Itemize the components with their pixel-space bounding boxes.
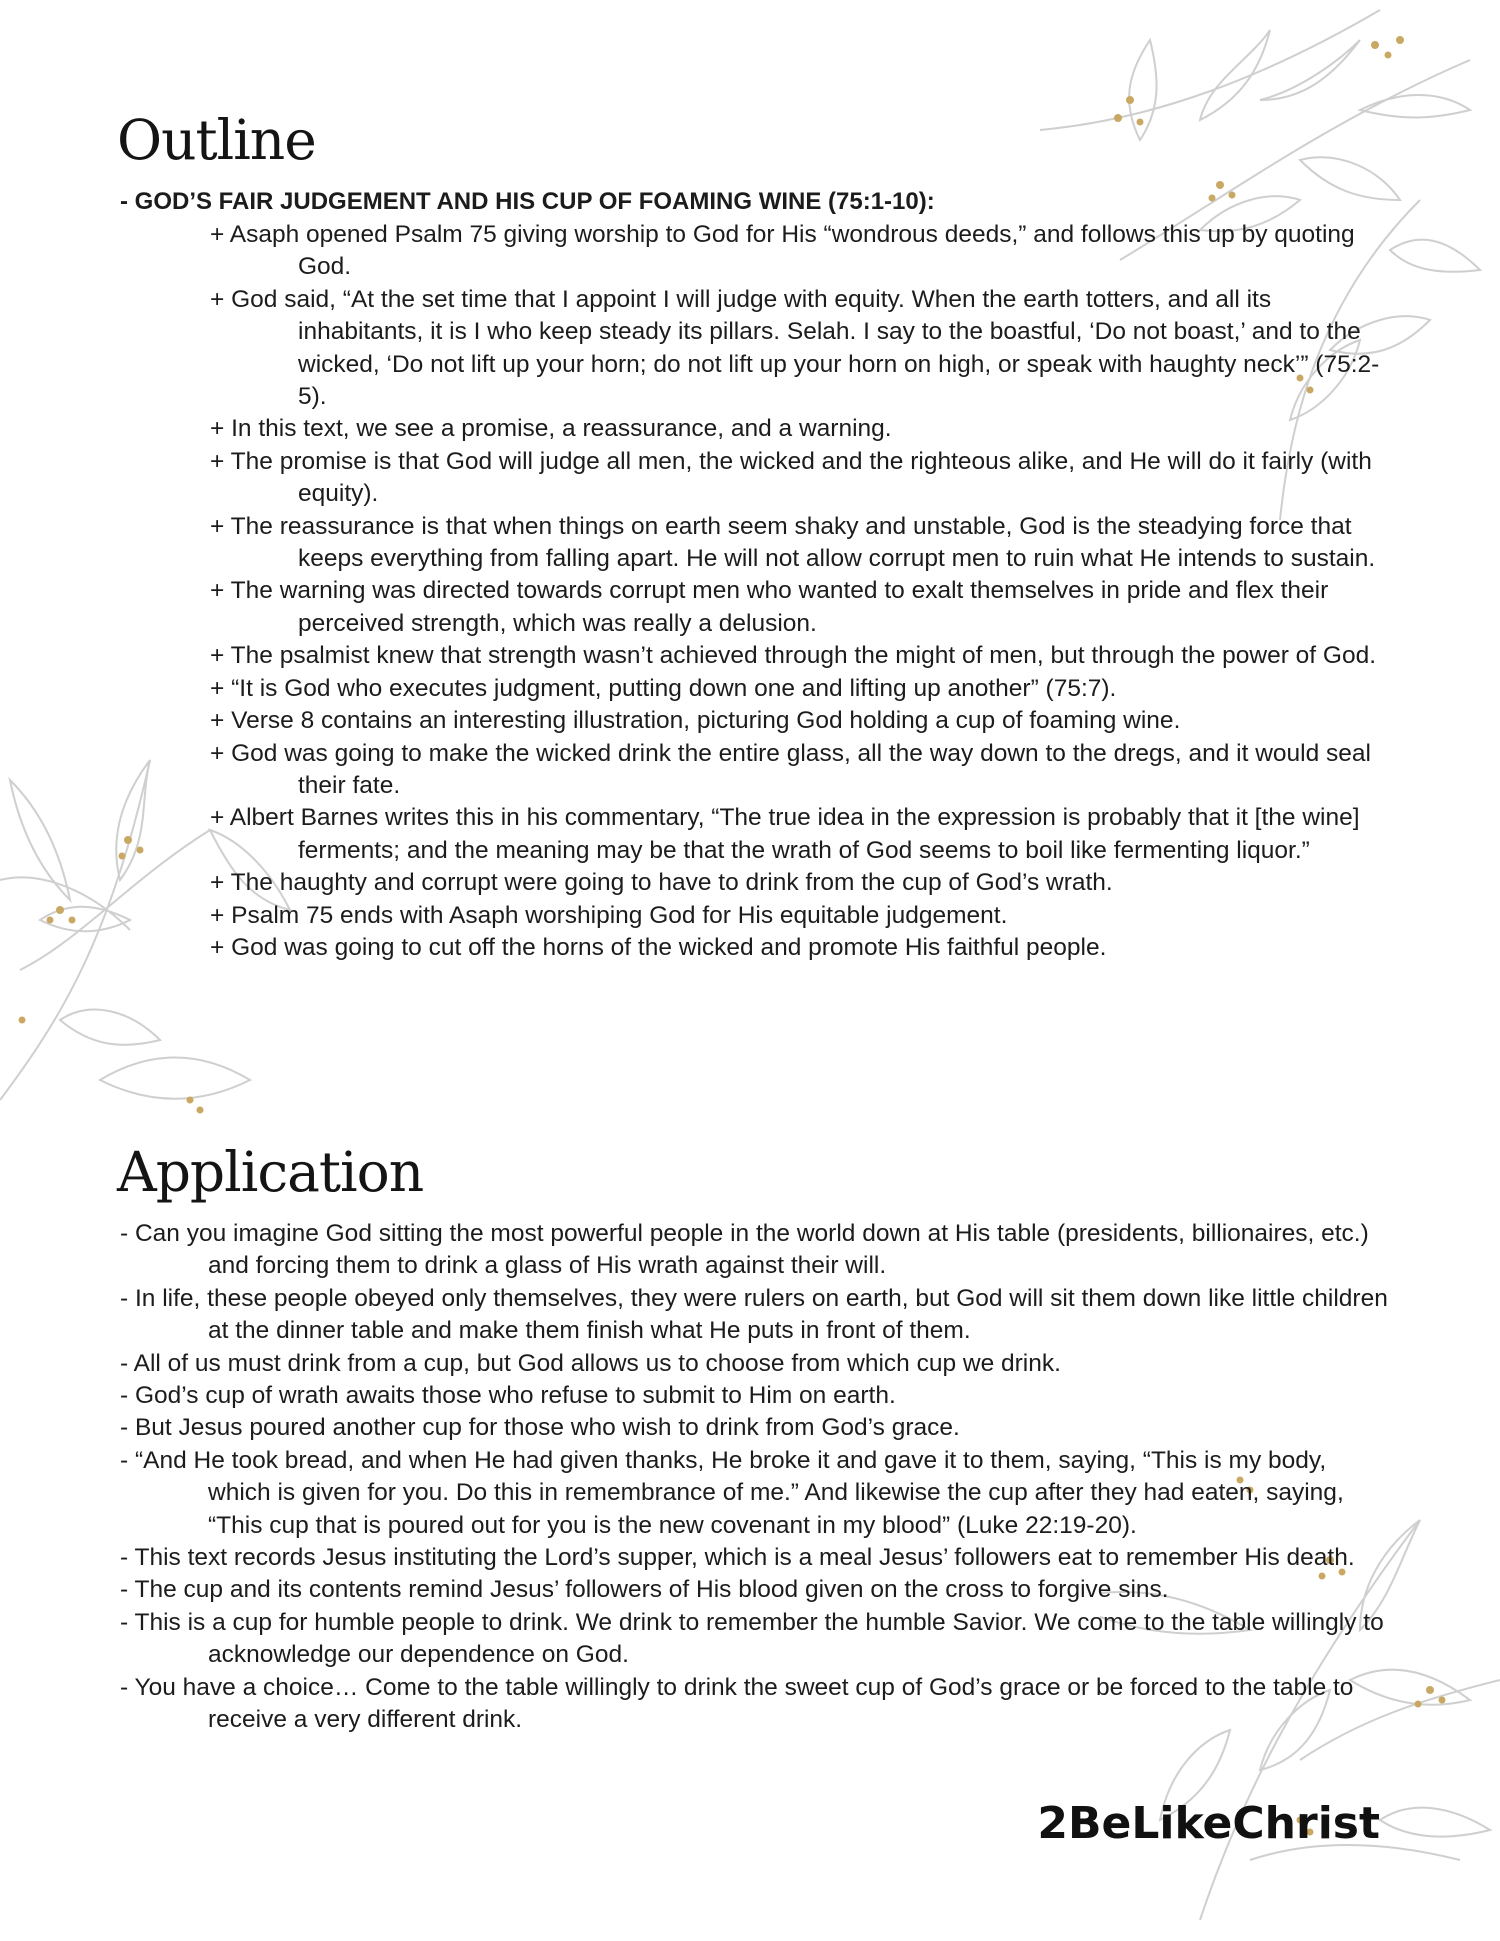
list-item: + God said, “At the set time that I appoint I will judge with equity. When the earth totters, and all its inhabitants, it is I who keep steady its pillars. Selah. I say to the boastful, ‘Do not boast,’ and to the wicked, ‘Do not lift up your horn; do not lift up your horn on high, or speak with haughty neck’” (75:2-5).: [210, 285, 1380, 411]
list-item: - God’s cup of wrath awaits those who refuse to submit to Him on earth.: [120, 1382, 896, 1410]
list-item: - This is a cup for humble people to drink. We drink to remember the humble Savior. We come to the table willingly to acknowledge our dependence on God.: [120, 1608, 1384, 1669]
list-item: + God was going to cut off the horns of the wicked and promote His faithful people.: [210, 933, 1107, 961]
list-item: + Verse 8 contains an interesting illustration, picturing God holding a cup of foaming wine.: [210, 707, 1181, 735]
brand-logo-text: 2BeLikeChrist: [1037, 1798, 1380, 1849]
application-list: [0, 1218, 1388, 1737]
application-title: Application: [117, 1140, 424, 1204]
list-item: + The warning was directed towards corrupt men who wanted to exalt themselves in pride and flex their perceived strength, which was really a delusion.: [210, 577, 1329, 637]
list-item: + The promise is that God will judge all men, the wicked and the righteous alike, and He will do it fairly (with equity).: [210, 447, 1372, 508]
list-item: + “It is God who executes judgment, putting down one and lifting up another” (75:7).: [210, 674, 1117, 702]
list-item: + The psalmist knew that strength wasn’t achieved through the might of men, but through the power of God.: [210, 642, 1377, 670]
list-item: - You have a choice… Come to the table willingly to drink the sweet cup of God’s grace or be forced to the table to receive a very different drink.: [120, 1673, 1354, 1734]
list-item: + The reassurance is that when things on earth seem shaky and unstable, God is the steadying force that keeps everything from falling apart. He will not allow corrupt men to ruin what He intends to sustain.: [210, 512, 1376, 573]
outline-heading: - GOD’S FAIR JUDGEMENT AND HIS CUP OF FOAMING WINE (75:1-10):: [120, 188, 935, 215]
list-item: - All of us must drink from a cup, but God allows us to choose from which cup we drink.: [120, 1349, 1061, 1377]
list-item: + Albert Barnes writes this in his commentary, “The true idea in the expression is probably that it [the wine] ferments; and the meaning may be that the wrath of God seems to boil like fermenting liquor.”: [210, 804, 1360, 864]
list-item: + God was going to make the wicked drink the entire glass, all the way down to the dregs, and it would seal their fate.: [210, 739, 1371, 799]
list-item: + In this text, we see a promise, a reassurance, and a warning.: [210, 415, 892, 443]
outline-title: Outline: [117, 108, 316, 172]
outline-list: [0, 219, 1390, 964]
list-item: - But Jesus poured another cup for those who wish to drink from God’s grace.: [120, 1414, 960, 1442]
list-item: + The haughty and corrupt were going to have to drink from the cup of God’s wrath.: [210, 869, 1113, 897]
list-item: - The cup and its contents remind Jesus’ followers of His blood given on the cross to forgive sins.: [120, 1576, 1169, 1604]
list-item: + Psalm 75 ends with Asaph worshiping God for His equitable judgement.: [210, 901, 1008, 929]
list-item: - Can you imagine God sitting the most powerful people in the world down at His table (presidents, billionaires, etc.) and forcing them to drink a glass of His wrath against their will.: [120, 1220, 1369, 1280]
list-item: + Asaph opened Psalm 75 giving worship to God for His “wondrous deeds,” and follows this up by quoting God.: [210, 221, 1355, 281]
list-item: - In life, these people obeyed only themselves, they were rulers on earth, but God will sit them down like little children at the dinner table and make them finish what He puts in front of them.: [120, 1284, 1388, 1345]
list-item: - This text records Jesus instituting the Lord’s supper, which is a meal Jesus’ followers eat to remember His death.: [120, 1544, 1355, 1572]
list-item: - “And He took bread, and when He had given thanks, He broke it and gave it to them, saying, “This is my body, which is given for you. Do this in remembrance of me.” And likewise the cup after they had eaten, saying, “This cup that is poured out for you is the new covenant in my blood” (Luke 22:19-20).: [120, 1446, 1344, 1539]
